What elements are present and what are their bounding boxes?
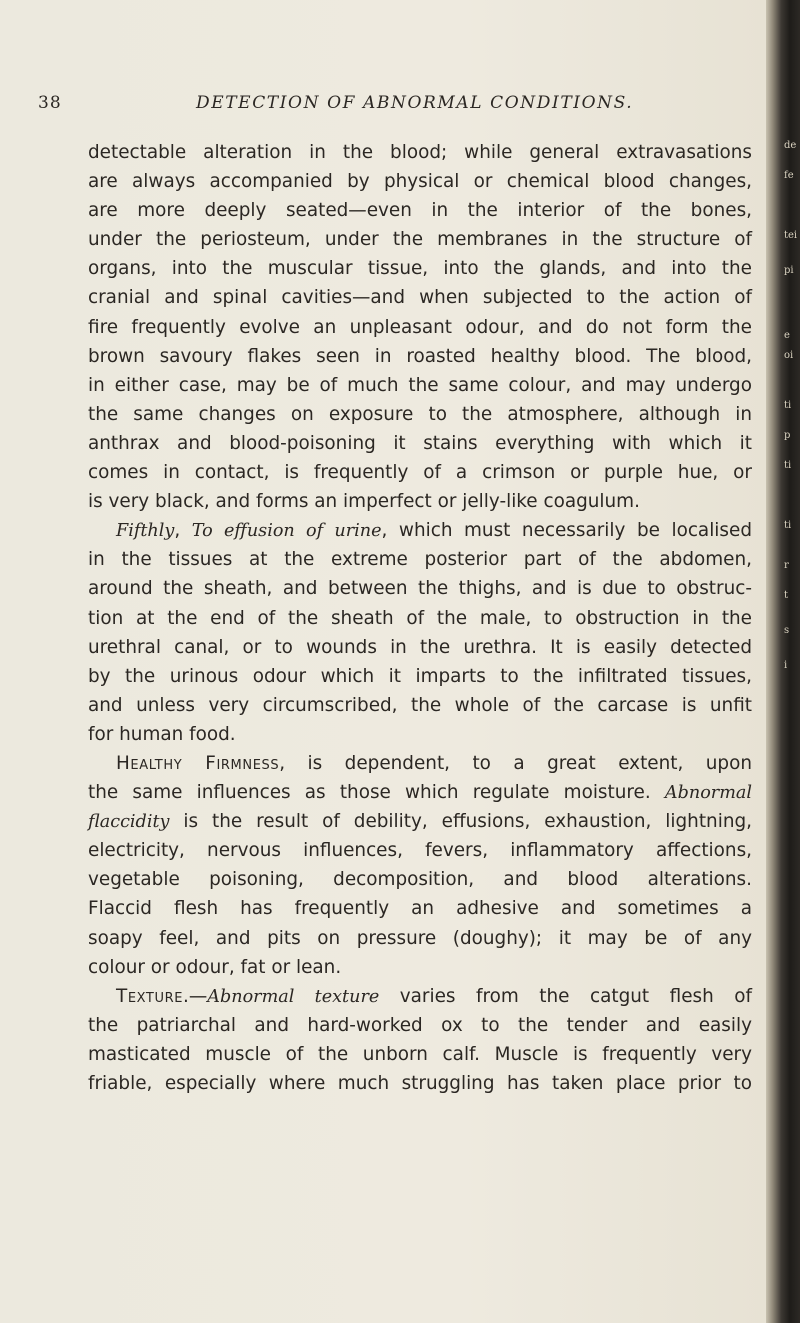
edge-glyph: e [784,330,790,341]
text-line [88,429,752,458]
text-run: fire frequently evolve an unpleasant odour, and do not form the [88,316,752,338]
text-run: are always accompanied by physical or chemical blood changes, [88,171,752,193]
text-run: brown savoury flakes seen in roasted healthy blood. The blood, [88,345,752,367]
text-run: varies from the catgut flesh of [379,985,752,1007]
text-run: around the sheath, and between the thighs, and is due to obstruc- [88,578,752,600]
text-line [88,545,752,574]
text-line [88,953,752,982]
text-run: under the periosteum, under the membranes in the structure of [88,229,752,251]
edge-glyph: ti [784,520,792,531]
text-line [88,371,752,400]
text-line [88,633,752,662]
italic-text: flaccidity [88,812,170,833]
edge-glyph: ti [784,460,792,471]
text-run: Flaccid flesh has frequently an adhesive and sometimes a [88,898,752,920]
edge-glyph: fe [784,170,794,181]
text-line [88,225,752,254]
text-run: the patriarchal and hard-worked ox to the tender and easily [88,1014,752,1036]
text-line [88,254,752,283]
text-run: cranial and spinal cavities—and when subjected to the action of [88,287,752,309]
text-line [88,1011,752,1040]
text-run: organs, into the muscular tissue, into the glands, and into the [88,258,752,280]
text-run: are more deeply seated—even in the interior of the bones, [88,200,752,222]
text-line [88,604,752,633]
text-run: .— [183,985,208,1007]
text-run: in the tissues at the extreme posterior part of the abdomen, [88,549,752,571]
edge-glyph: tei [784,230,798,241]
text-line [88,720,752,749]
text-run: tion at the end of the sheath of the male, to obstruction in the [88,607,752,629]
italic-text: Abnormal [664,783,752,804]
text-run: comes in contact, is frequently of a crimson or purple hue, or [88,462,752,484]
small-caps-heading: Texture [116,985,184,1007]
edge-glyph: p [784,430,791,441]
text-run: by the urinous odour which it imparts to the infiltrated tissues, [88,665,752,687]
text-run: soapy feel, and pits on pressure (doughy); it may be of any [88,927,752,949]
italic-text: Fifthly [116,521,175,542]
text-line [88,196,752,225]
text-run: the same influences as those which regulate moisture. [88,782,665,804]
text-run: in either case, may be of much the same colour, and may undergo [88,374,752,396]
text-run: friable, especially where much struggling has taken place prior to [88,1073,752,1094]
text-run: detectable alteration in the blood; while general extravasations [88,142,752,163]
edge-glyph: pi [784,265,794,276]
text-line [88,691,752,720]
page-number: 38 [38,93,62,113]
text-run: for human food. [88,723,236,745]
text-run: the same changes on exposure to the atmosphere, although in [88,403,752,425]
text-line [88,1040,752,1069]
text-line [88,283,752,312]
edge-glyph: t [784,590,789,601]
text-line [88,894,752,923]
edge-glyph: oi [784,350,794,361]
body-text [88,138,752,1098]
edge-glyph: i [784,660,788,671]
text-run: masticated muscle of the unborn calf. Muscle is frequently very [88,1043,752,1065]
text-line [88,924,752,953]
edge-glyph: ti [784,400,792,411]
text-line [88,807,752,836]
text-run: vegetable poisoning, decomposition, and blood alterations. [88,869,752,891]
text-line [88,778,752,807]
text-run: and unless very circumscribed, the whole of the carcase is unfit [88,694,752,716]
text-line [88,836,752,865]
text-line [88,516,752,545]
text-line [88,342,752,371]
text-run: is the result of debility, effusions, exhaustion, lightning, [169,811,752,833]
text-line [88,458,752,487]
text-line [88,865,752,894]
edge-glyph: r [784,560,789,571]
text-line [88,487,752,516]
text-run: urethral canal, or to wounds in the urethra. It is easily detected [88,636,752,658]
text-run: colour or odour, fat or lean. [88,956,342,978]
italic-text: To effusion of urine [191,521,382,542]
text-run: is very black, and forms an imperfect or jelly-like coagulum. [88,491,640,513]
text-run: electricity, nervous influences, fevers, inflammatory affections, [88,840,752,862]
edge-glyph: de [784,140,797,151]
text-line [88,167,752,196]
text-run: anthrax and blood-poisoning it stains everything with which it [88,432,752,454]
text-line [88,982,752,1011]
text-run: , which must necessarily be localised [381,520,752,542]
text-line [88,749,752,778]
text-line [88,1069,752,1098]
text-run: , [174,520,192,542]
page-header [38,93,758,121]
text-line [88,400,752,429]
running-head: DETECTION OF ABNORMAL CONDITIONS. [196,93,634,113]
text-line [88,662,752,691]
text-line [88,313,752,342]
small-caps-heading: Healthy Firmness [116,752,280,774]
text-line [88,138,752,167]
text-run: , is dependent, to a great extent, upon [279,752,752,774]
text-line [88,574,752,603]
edge-glyph: s [784,625,790,636]
italic-text: Abnormal texture [207,986,380,1007]
